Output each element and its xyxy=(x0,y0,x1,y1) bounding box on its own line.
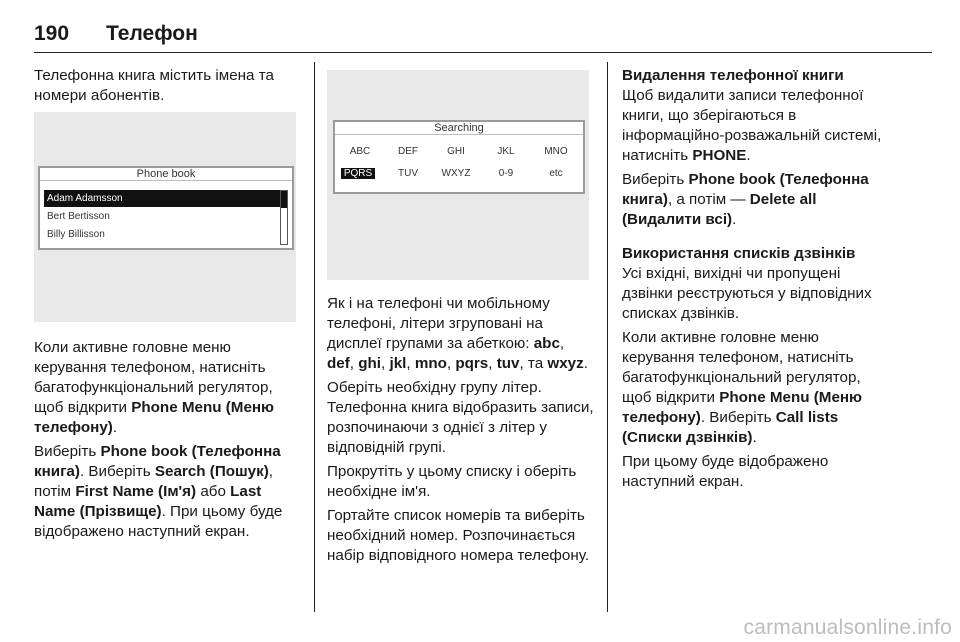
search-screen-image xyxy=(327,70,589,280)
intro-paragraph: Телефонна книга містить імена та номери абонентів. xyxy=(34,67,274,104)
column-divider-2 xyxy=(607,62,608,612)
text: , xyxy=(559,335,565,352)
letter-group: ABC xyxy=(349,146,371,157)
letter-group: WXYZ xyxy=(441,168,471,179)
phonebook-scrollbar xyxy=(280,190,288,245)
watermark-url: carmanualsonline.info xyxy=(743,616,952,639)
bold-term: First Name (Ім'я) xyxy=(75,483,197,500)
search-window xyxy=(333,120,585,194)
phonebook-screen-image xyxy=(34,112,296,322)
letter-group: DEF xyxy=(398,146,418,157)
paragraph-select-search xyxy=(34,442,306,542)
letter-group: JKL xyxy=(497,146,515,157)
phonebook-window xyxy=(38,166,294,250)
text: Виберіть xyxy=(622,171,689,188)
search-title: Searching xyxy=(335,122,583,135)
bold-term: Search (Пошук) xyxy=(154,463,269,480)
text: , xyxy=(406,355,415,372)
bold-term: Delete all (Видалити всі) xyxy=(622,191,817,228)
bold-term: wxyz xyxy=(547,355,584,372)
phonebook-entry: Billy Billisson xyxy=(47,229,105,240)
letter-group: MNO xyxy=(544,146,568,157)
text: , потім xyxy=(34,463,274,500)
paragraph-dial-number: Гортайте список номерів та виберіть необхідний номер. Розпочинається набір відповідного номера телефону. xyxy=(327,507,590,564)
column-divider-1 xyxy=(314,62,315,612)
bold-term: Phone Menu (Меню телефону) xyxy=(622,389,863,426)
paragraph-letter-groups xyxy=(327,294,595,374)
paragraph-choose-group: Оберіть необхідну групу літер. Телефонна книга відобразить записи, розпочинаючи з однієї з літер у відповідній групі. xyxy=(327,379,594,456)
bold-term: Phone book (Телефонна книга) xyxy=(34,443,281,480)
paragraph-call-lists: Усі вхідні, вихідні чи пропущені дзвінки реєструються у відповідних списках дзвінків. xyxy=(622,265,872,322)
bold-term: jkl xyxy=(389,355,407,372)
letter-group: 0-9 xyxy=(498,168,514,179)
text: . При цьому буде відображено наступний екран. xyxy=(34,503,283,540)
column-3-text xyxy=(622,66,894,496)
text: . xyxy=(112,419,118,436)
bold-term: abc xyxy=(533,335,560,352)
letter-group: etc xyxy=(549,168,563,179)
text: . xyxy=(752,429,757,446)
text: . xyxy=(732,211,737,228)
text: , xyxy=(349,355,359,372)
page-number: 190 xyxy=(34,22,70,45)
text: , xyxy=(488,355,497,372)
heading-call-lists: Використання списків дзвінків xyxy=(622,245,856,262)
page-header xyxy=(34,22,198,46)
bold-term: def xyxy=(327,355,350,372)
bold-term: pqrs xyxy=(455,355,489,372)
column-1 xyxy=(34,66,306,110)
bold-term: tuv xyxy=(496,355,520,372)
text: . xyxy=(746,147,751,164)
paragraph-next-screen: При цьому буде відображено наступний екран. xyxy=(622,453,829,490)
text: Коли активне головне меню керування телефоном, натисніть багатофункціональний регулятор, щоб відкрити xyxy=(622,329,861,406)
paragraph-open-call-lists xyxy=(622,328,894,448)
bold-term: Phone Menu (Меню телефону) xyxy=(34,399,275,436)
letter-group: GHI xyxy=(447,146,465,157)
text: , а потім — xyxy=(667,191,750,208)
paragraph-scroll-list: Прокрутіть у цьому списку і оберіть необхідне ім'я. xyxy=(327,463,577,500)
heading-delete-phonebook: Видалення телефонної книги xyxy=(622,67,844,84)
letter-group-selected: PQRS xyxy=(341,168,375,179)
text: , xyxy=(381,355,390,372)
paragraph-delete-phonebook xyxy=(622,86,894,166)
text: . xyxy=(583,355,588,372)
section-title: Телефон xyxy=(106,22,198,45)
text: . Виберіть xyxy=(700,409,776,426)
scrollbar-thumb xyxy=(281,191,287,208)
bold-term: Call lists (Списки дзвінків) xyxy=(622,409,839,446)
phonebook-title: Phone book xyxy=(40,168,292,181)
text: , та xyxy=(519,355,548,372)
bold-term: Phone book (Телефонна книга) xyxy=(622,171,869,208)
bold-term: PHONE xyxy=(692,147,747,164)
letter-group: TUV xyxy=(398,168,418,179)
text: Коли активне головне меню керування телефоном, натисніть багатофункціональний регулятор, щоб відкрити xyxy=(34,339,273,416)
column-2-text xyxy=(327,294,595,570)
text: Щоб видалити записи телефонної книги, що зберігаються в інформаційно-розважальній системі, натисніть xyxy=(622,87,882,164)
text: або xyxy=(196,483,231,500)
bold-term: ghi xyxy=(358,355,382,372)
text: Як і на телефоні чи мобільному телефоні, літери згруповані на дисплеї групами за абеткою: xyxy=(327,295,550,352)
phonebook-entry-selected: Adam Adamsson xyxy=(44,190,282,207)
header-divider xyxy=(34,52,932,53)
text: Виберіть xyxy=(34,443,101,460)
text: . Виберіть xyxy=(79,463,155,480)
bold-term: mno xyxy=(414,355,447,372)
phonebook-entry: Bert Bertisson xyxy=(47,211,110,222)
bold-term: Last Name (Прізвище) xyxy=(34,483,262,520)
text: , xyxy=(446,355,456,372)
column-1-text xyxy=(34,338,306,546)
paragraph-open-phone-menu xyxy=(34,338,306,438)
paragraph-delete-all xyxy=(622,170,894,230)
